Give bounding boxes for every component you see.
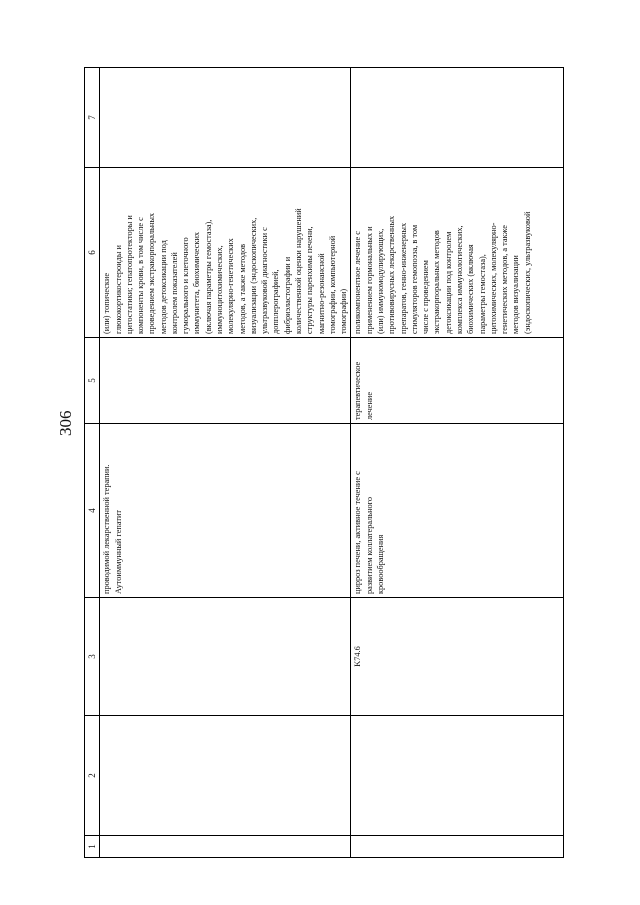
- table-cell: [100, 68, 351, 168]
- treatment-method-cell: (или) топические глюкокортикостероиды и цитостатики; гепатопротекторы и компоненты крови, в том числе с проведением экстракорпоральных методов детоксикации под контролем показателей гуморального и клеточного иммунитета, биохимических (включая параметры гемостаза), иммуноцитохимических, молекулярно-генетических методов, а также методов визуализации (эндоскопических, ультразвуковой диагностики с допплерографией, фибриэластографии и количественной оценки нарушений структуры паренхимы печени, магнитно-резонансной томографии, компьютерной томографии): [100, 168, 351, 338]
- medical-care-table: [84, 67, 564, 858]
- header-col-5: 5: [85, 338, 100, 424]
- diagnosis-cell: проводимой лекарственной терапии. Аутоиммунный гепатит: [100, 424, 351, 598]
- header-col-3: 3: [85, 598, 100, 716]
- table-cell: [351, 716, 564, 836]
- table-cell: [351, 68, 564, 168]
- treatment-type-cell: терапевтическое лечение: [351, 338, 564, 424]
- rotated-table-wrapper: [84, 68, 564, 858]
- table-cell: [100, 836, 351, 858]
- treatment-type-cell: [100, 338, 351, 424]
- header-col-6: 6: [85, 168, 100, 338]
- treatment-method-cell: поликомпонентное лечение с применением гормональных и (или) иммуномодулирующих, противовирусных лекарственных препаратов, генно-инженерных стимуляторов гемопоэза, в том числе с проведением экстракорпоральных методов детоксикации под контролем комплекса иммунологических, биохимических (включая параметры гемостаза), цитохимических, молекулярно- генетических методов, а также методов визуализации (эндоскопических, ультразвуковой: [351, 168, 564, 338]
- icd-code-cell: K74.6: [351, 598, 564, 716]
- table-row: [351, 68, 564, 858]
- page-number: 306: [56, 410, 75, 436]
- header-col-1: 1: [85, 836, 100, 858]
- header-col-7: 7: [85, 68, 100, 168]
- table-cell: [351, 836, 564, 858]
- table-cell: [100, 598, 351, 716]
- table-cell: [100, 716, 351, 836]
- header-col-2: 2: [85, 716, 100, 836]
- header-row: [85, 68, 100, 858]
- diagnosis-cell: цирроз печени, активное течение с развитием коллатерального кровообращения: [351, 424, 564, 598]
- table-row: [100, 68, 351, 858]
- header-col-4: 4: [85, 424, 100, 598]
